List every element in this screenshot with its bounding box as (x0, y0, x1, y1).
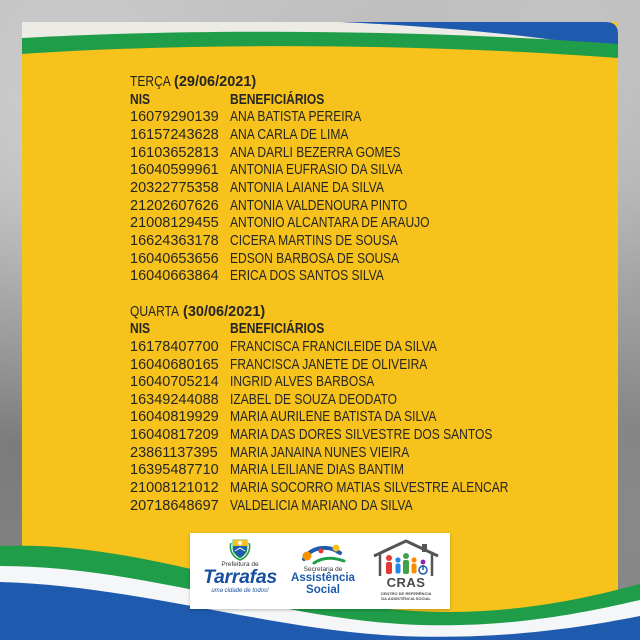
beneficiaries-header: BENEFICIÁRIOS (230, 91, 325, 108)
name-cell: MARIA AURILENE BATISTA DA SILVA (230, 409, 437, 426)
secretaria-assistencia-logo (290, 533, 356, 609)
nis-header: NIS (130, 91, 151, 108)
name-cell: ANTONIO ALCANTARA DE ARAUJO (230, 215, 430, 232)
date-label: (29/06/2021) (174, 74, 257, 90)
cras-house-icon (371, 538, 441, 578)
nis-cell: 16040653656 (130, 250, 219, 267)
nis-cell: 20322775358 (130, 179, 219, 196)
weekday-label: QUARTA (130, 303, 180, 320)
name-cell: CICERA MARTINS DE SOUSA (230, 232, 398, 249)
assistencia-label: Assistência (291, 572, 355, 584)
date-label: (30/06/2021) (183, 303, 266, 320)
nis-cell: 16040680165 (130, 356, 219, 373)
name-cell: IZABEL DE SOUZA DEODATO (230, 391, 397, 408)
nis-cell: 21008121012 (130, 480, 219, 497)
name-cell: ANTONIA VALDENOURA PINTO (230, 197, 408, 214)
prefeitura-tarrafas-logo (198, 533, 282, 609)
name-cell: MARIA JANAINA NUNES VIEIRA (230, 444, 410, 461)
name-cell: ANTONIA EUFRASIO DA SILVA (230, 162, 403, 179)
partner-logos-box (190, 533, 450, 609)
name-cell: ANA CARLA DE LIMA (230, 126, 349, 143)
nis-cell: 16103652813 (130, 144, 219, 161)
nis-cell: 16349244088 (130, 391, 219, 408)
crest-icon (229, 537, 251, 561)
name-cell: MARIA LEILIANE DIAS BANTIM (230, 462, 404, 479)
weekday-label: TERÇA (130, 74, 171, 90)
name-cell: EDSON BARBOSA DE SOUSA (230, 250, 400, 267)
nis-cell: 16040599961 (130, 162, 219, 179)
nis-cell: 16040705214 (130, 374, 219, 391)
city-slogan: uma cidade de todos! (211, 588, 269, 594)
nis-cell: 21202607626 (130, 197, 219, 214)
nis-cell: 16395487710 (130, 462, 219, 479)
nis-cell: 16040817209 (130, 427, 219, 444)
nis-cell: 23861137395 (130, 444, 218, 461)
name-cell: MARIA DAS DORES SILVESTRE DOS SANTOS (230, 427, 493, 444)
secretaria-label: Secretaria de (303, 566, 343, 573)
nis-header: NIS (130, 321, 151, 338)
name-cell: FRANCISCA FRANCILEIDE DA SILVA (230, 338, 437, 355)
cras-subtitle-line-1: CENTRO DE REFERÊNCIA (380, 591, 432, 596)
beneficiaries-header: BENEFICIÁRIOS (230, 321, 325, 338)
social-label: Social (306, 584, 340, 596)
cras-subtitle-line-2: DA ASSISTÊNCIA SOCIAL (381, 596, 431, 601)
nis-cell: 16040663864 (130, 268, 219, 285)
nis-cell: 21008129455 (130, 215, 219, 232)
nis-cell: 16157243628 (130, 126, 219, 143)
name-cell: ANA BATISTA PEREIRA (230, 109, 362, 126)
name-cell: ERICA DOS SANTOS SILVA (230, 268, 384, 285)
nis-cell: 20718648697 (130, 497, 219, 514)
social-assistance-icon (299, 542, 347, 566)
name-cell: ANA DARLI BEZERRA GOMES (230, 144, 401, 161)
cras-label: CRAS (386, 575, 426, 590)
name-cell: VALDELICIA MARIANO DA SILVA (230, 497, 413, 514)
name-cell: FRANCISCA JANETE DE OLIVEIRA (230, 356, 428, 373)
nis-cell: 16178407700 (130, 338, 219, 355)
city-name: Tarrafas (203, 566, 277, 588)
nis-cell: 16624363178 (130, 232, 219, 249)
name-cell: INGRID ALVES BARBOSA (230, 374, 375, 391)
cras-logo (366, 533, 446, 609)
nis-cell: 16079290139 (130, 109, 219, 126)
name-cell: MARIA SOCORRO MATIAS SILVESTRE ALENCAR (230, 480, 509, 497)
name-cell: ANTONIA LAIANE DA SILVA (230, 179, 384, 196)
nis-cell: 16040819929 (130, 409, 219, 426)
prefeitura-label: Prefeitura de (221, 561, 259, 568)
